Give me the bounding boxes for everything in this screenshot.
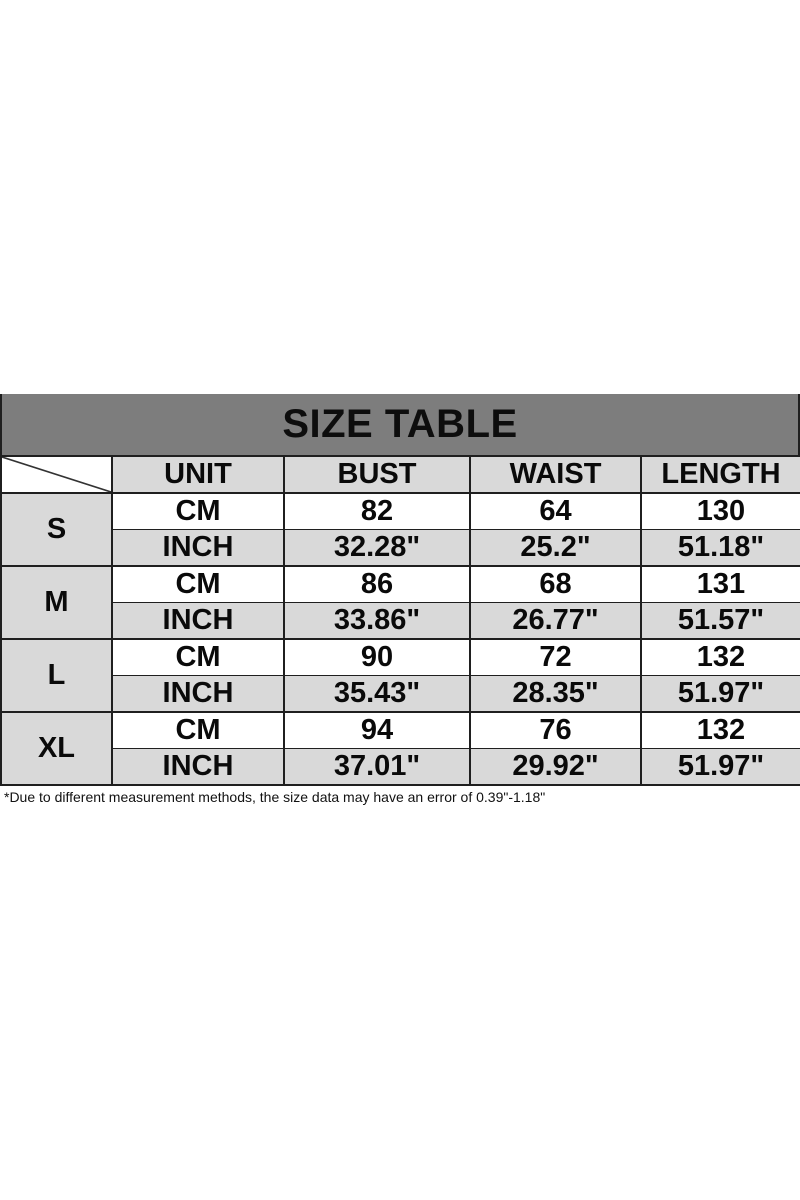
size-label-s: S: [1, 493, 112, 566]
size-table-title: SIZE TABLE: [0, 394, 800, 455]
cell-m-inch-waist: 26.77": [470, 603, 641, 640]
table-row-m-inch: [1, 603, 800, 640]
diagonal-cell: [1, 456, 112, 493]
diagonal-divider-icon: [2, 457, 111, 492]
column-header-bust: BUST: [284, 456, 470, 493]
cell-xl-inch-waist: 29.92": [470, 749, 641, 786]
cell-xl-cm-waist: 76: [470, 712, 641, 749]
table-row-xl-inch: [1, 749, 800, 786]
cell-s-cm-length: 130: [641, 493, 800, 530]
cell-m-inch-unit: INCH: [112, 603, 284, 640]
cell-m-cm-length: 131: [641, 566, 800, 603]
cell-xl-cm-bust: 94: [284, 712, 470, 749]
cell-l-cm-waist: 72: [470, 639, 641, 676]
cell-s-inch-unit: INCH: [112, 530, 284, 567]
cell-s-cm-unit: CM: [112, 493, 284, 530]
cell-m-inch-length: 51.57": [641, 603, 800, 640]
cell-m-cm-bust: 86: [284, 566, 470, 603]
cell-l-cm-bust: 90: [284, 639, 470, 676]
cell-xl-cm-length: 132: [641, 712, 800, 749]
table-row-s-cm: [1, 493, 800, 530]
table-row-m-cm: [1, 566, 800, 603]
cell-l-inch-waist: 28.35": [470, 676, 641, 713]
size-label-m: M: [1, 566, 112, 639]
table-row-l-cm: [1, 639, 800, 676]
table-row-s-inch: [1, 530, 800, 567]
cell-xl-cm-unit: CM: [112, 712, 284, 749]
cell-l-inch-unit: INCH: [112, 676, 284, 713]
header-row: [1, 456, 800, 493]
cell-s-inch-waist: 25.2": [470, 530, 641, 567]
size-label-l: L: [1, 639, 112, 712]
cell-m-cm-unit: CM: [112, 566, 284, 603]
table-row-xl-cm: [1, 712, 800, 749]
cell-s-inch-bust: 32.28": [284, 530, 470, 567]
cell-s-cm-waist: 64: [470, 493, 641, 530]
cell-l-cm-length: 132: [641, 639, 800, 676]
size-label-xl: XL: [1, 712, 112, 785]
column-header-unit: UNIT: [112, 456, 284, 493]
cell-l-inch-bust: 35.43": [284, 676, 470, 713]
column-header-waist: WAIST: [470, 456, 641, 493]
table-row-l-inch: [1, 676, 800, 713]
measurement-error-footnote: *Due to different measurement methods, the size data may have an error of 0.39"-1.18": [4, 789, 546, 805]
cell-xl-inch-bust: 37.01": [284, 749, 470, 786]
cell-m-inch-bust: 33.86": [284, 603, 470, 640]
cell-m-cm-waist: 68: [470, 566, 641, 603]
cell-s-inch-length: 51.18": [641, 530, 800, 567]
size-table: [0, 455, 800, 786]
cell-s-cm-bust: 82: [284, 493, 470, 530]
cell-l-inch-length: 51.97": [641, 676, 800, 713]
size-chart: [0, 394, 800, 805]
cell-xl-inch-length: 51.97": [641, 749, 800, 786]
cell-xl-inch-unit: INCH: [112, 749, 284, 786]
cell-l-cm-unit: CM: [112, 639, 284, 676]
column-header-length: LENGTH: [641, 456, 800, 493]
